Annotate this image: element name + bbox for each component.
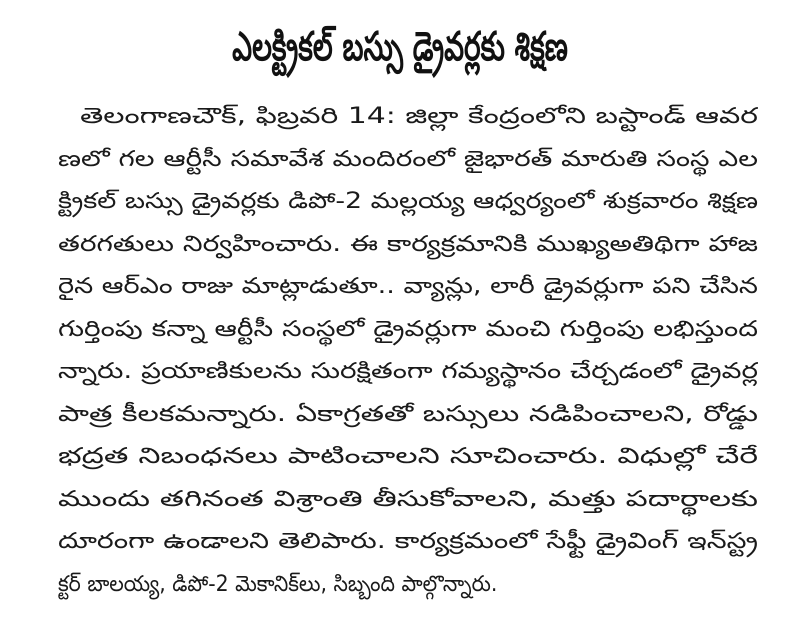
article-line: గుర్తింపు కన్నా ఆర్టీసీ సంస్థలో డ్రైవర్లుగా మంచి గుర్తింపు లభిస్తుంద [58, 316, 758, 342]
article-line: రైన ఆర్ఎం రాజు మాట్లాడుతూ.. వ్యాన్లు, లారీ డ్రైవర్లుగా పని చేసిన [58, 274, 758, 299]
article-line: తరగతులు నిర్వహించారు. ఈ కార్యక్రమానికి ముఖ్యఅతిథిగా హాజ [58, 231, 758, 257]
article-line: న్నారు. ప్రయాణికులను సురక్షితంగా గమ్యస్థానం చేర్చడంలో డ్రైవర్ల [58, 359, 758, 384]
article-line: భద్రత నిబంధనలు పాటించాలని సూచించారు. విధుల్లో చేరే [58, 444, 758, 469]
article-line: ణలో గల ఆర్టీసీ సమావేశ మందిరంలో జైభారత్ మారుతి సంస్థ ఎల [58, 146, 758, 172]
article-line: క్టర్ బాలయ్య, డిపో-2 మెకానిక్‌లు, సిబ్బంది పాల్గొన్నారు. [58, 571, 498, 597]
article-line: దూరంగా ఉండాలని తెలిపారు. కార్యక్రమంలో సేఫ్టీ డ్రైవింగ్ ఇన్‌స్ట్ర [58, 529, 758, 554]
article-line: క్ట్రికల్ బస్సు డ్రైవర్లకు డిపో-2 మల్లయ్య ఆధ్వర్యంలో శుక్రవారం శిక్షణ [58, 189, 758, 214]
article-line: ముందు తగినంత విశ్రాంతి తీసుకోవాలని, మత్తు పదార్థాలకు [58, 486, 758, 512]
article-headline: ఎలక్ట్రికల్ బస్సు డ్రైవర్లకు శిక్షణ [232, 24, 568, 70]
article-line: పాత్ర కీలకమన్నారు. ఏకాగ్రతతో బస్సులు నడిపించాలని, రోడ్డు [58, 401, 758, 427]
article-body [58, 96, 758, 606]
article-line: తెలంగాణచౌక్, ఫిబ్రవరి 14: జిల్లా కేంద్రంలోని బస్టాండ్ ఆవర [80, 104, 758, 129]
